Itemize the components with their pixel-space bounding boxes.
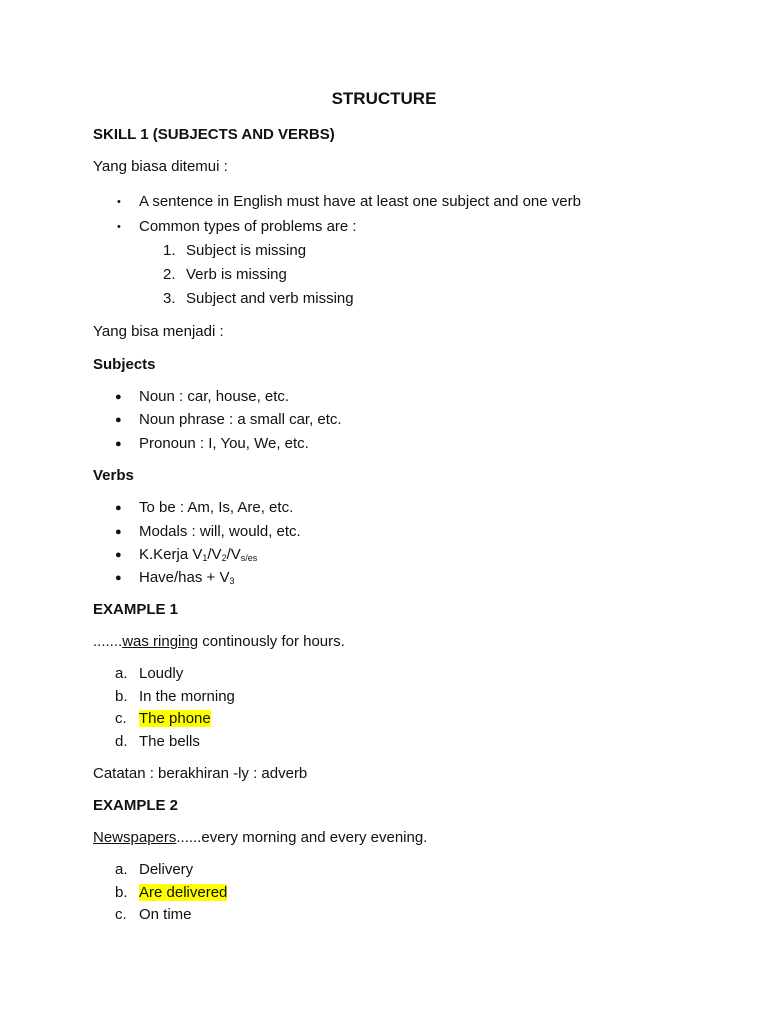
example2-heading: EXAMPLE 2 bbox=[93, 797, 179, 814]
bullet-icon: ● bbox=[115, 414, 122, 426]
subject-item-2: Noun phrase : a small car, etc. bbox=[139, 411, 342, 428]
subject-item-1: Noun : car, house, etc. bbox=[139, 388, 290, 405]
subscript-3: 3 bbox=[229, 576, 235, 586]
example2-option-a: Delivery bbox=[139, 861, 194, 878]
verb-item-kkerja bbox=[139, 546, 257, 564]
example1-question bbox=[93, 633, 345, 651]
slash-v: /V bbox=[207, 546, 222, 563]
example1-note: Catatan : berakhiran -ly : adverb bbox=[93, 765, 308, 782]
subscript-ses: s/es bbox=[240, 553, 258, 563]
problem-item-3: Subject and verb missing bbox=[186, 290, 354, 307]
bullet-icon: • bbox=[117, 221, 121, 233]
slash-v: /V bbox=[226, 546, 241, 563]
found-label: Yang biasa ditemui : bbox=[93, 158, 228, 175]
example1-option-b: In the morning bbox=[139, 688, 235, 705]
subscript-1: 1 bbox=[202, 553, 208, 563]
example1-option-a: Loudly bbox=[139, 665, 184, 682]
option-letter: d. bbox=[115, 733, 128, 750]
found-bullet-2: Common types of problems are : bbox=[139, 218, 357, 235]
option-letter: b. bbox=[115, 688, 128, 705]
bullet-icon: ● bbox=[115, 438, 122, 450]
bullet-icon: ● bbox=[115, 549, 122, 561]
question-rest: continously for hours. bbox=[198, 633, 345, 650]
verb-item-1: To be : Am, Is, Are, etc. bbox=[139, 499, 294, 516]
bullet-icon: ● bbox=[115, 391, 122, 403]
highlighted-answer: Are delivered bbox=[139, 884, 228, 901]
highlighted-answer: The phone bbox=[139, 710, 211, 727]
subject-item-3: Pronoun : I, You, We, etc. bbox=[139, 435, 309, 452]
example2-option-b-answer bbox=[139, 884, 227, 902]
problem-number-2: 2. bbox=[163, 266, 176, 283]
underlined-subject: Newspapers bbox=[93, 829, 177, 846]
example1-option-d: The bells bbox=[139, 733, 200, 750]
bullet-icon: ● bbox=[115, 502, 122, 514]
problem-number-1: 1. bbox=[163, 242, 176, 259]
kkerja-prefix: K.Kerja V bbox=[139, 546, 203, 563]
problem-item-2: Verb is missing bbox=[186, 266, 287, 283]
verb-item-have bbox=[139, 569, 234, 587]
example1-option-c-answer bbox=[139, 710, 211, 728]
verb-item-2: Modals : will, would, etc. bbox=[139, 523, 301, 540]
option-letter: b. bbox=[115, 884, 128, 901]
bullet-icon: ● bbox=[115, 526, 122, 538]
page-title: STRUCTURE bbox=[331, 89, 437, 108]
subjects-heading: Subjects bbox=[93, 356, 156, 373]
problem-number-3: 3. bbox=[163, 290, 176, 307]
bullet-icon: ● bbox=[115, 572, 122, 584]
verbs-heading: Verbs bbox=[93, 467, 134, 484]
problem-item-1: Subject is missing bbox=[186, 242, 307, 259]
example1-heading: EXAMPLE 1 bbox=[93, 601, 179, 618]
question-blank: ....... bbox=[93, 633, 123, 650]
option-letter: c. bbox=[115, 710, 127, 727]
can-be-label: Yang bisa menjadi : bbox=[93, 323, 224, 340]
bullet-icon: • bbox=[117, 196, 121, 208]
example2-option-c: On time bbox=[139, 906, 192, 923]
option-letter: a. bbox=[115, 665, 128, 682]
option-letter: a. bbox=[115, 861, 128, 878]
skill-heading: SKILL 1 (SUBJECTS AND VERBS) bbox=[93, 126, 335, 143]
underlined-verb: was ringing bbox=[122, 633, 199, 650]
question-rest: ......every morning and every evening. bbox=[176, 829, 428, 846]
example2-question bbox=[93, 829, 427, 847]
subscript-2: 2 bbox=[221, 553, 227, 563]
option-letter: c. bbox=[115, 906, 127, 923]
found-bullet-1: A sentence in English must have at least one subject and one verb bbox=[139, 193, 581, 210]
have-prefix: Have/has + V bbox=[139, 569, 230, 586]
